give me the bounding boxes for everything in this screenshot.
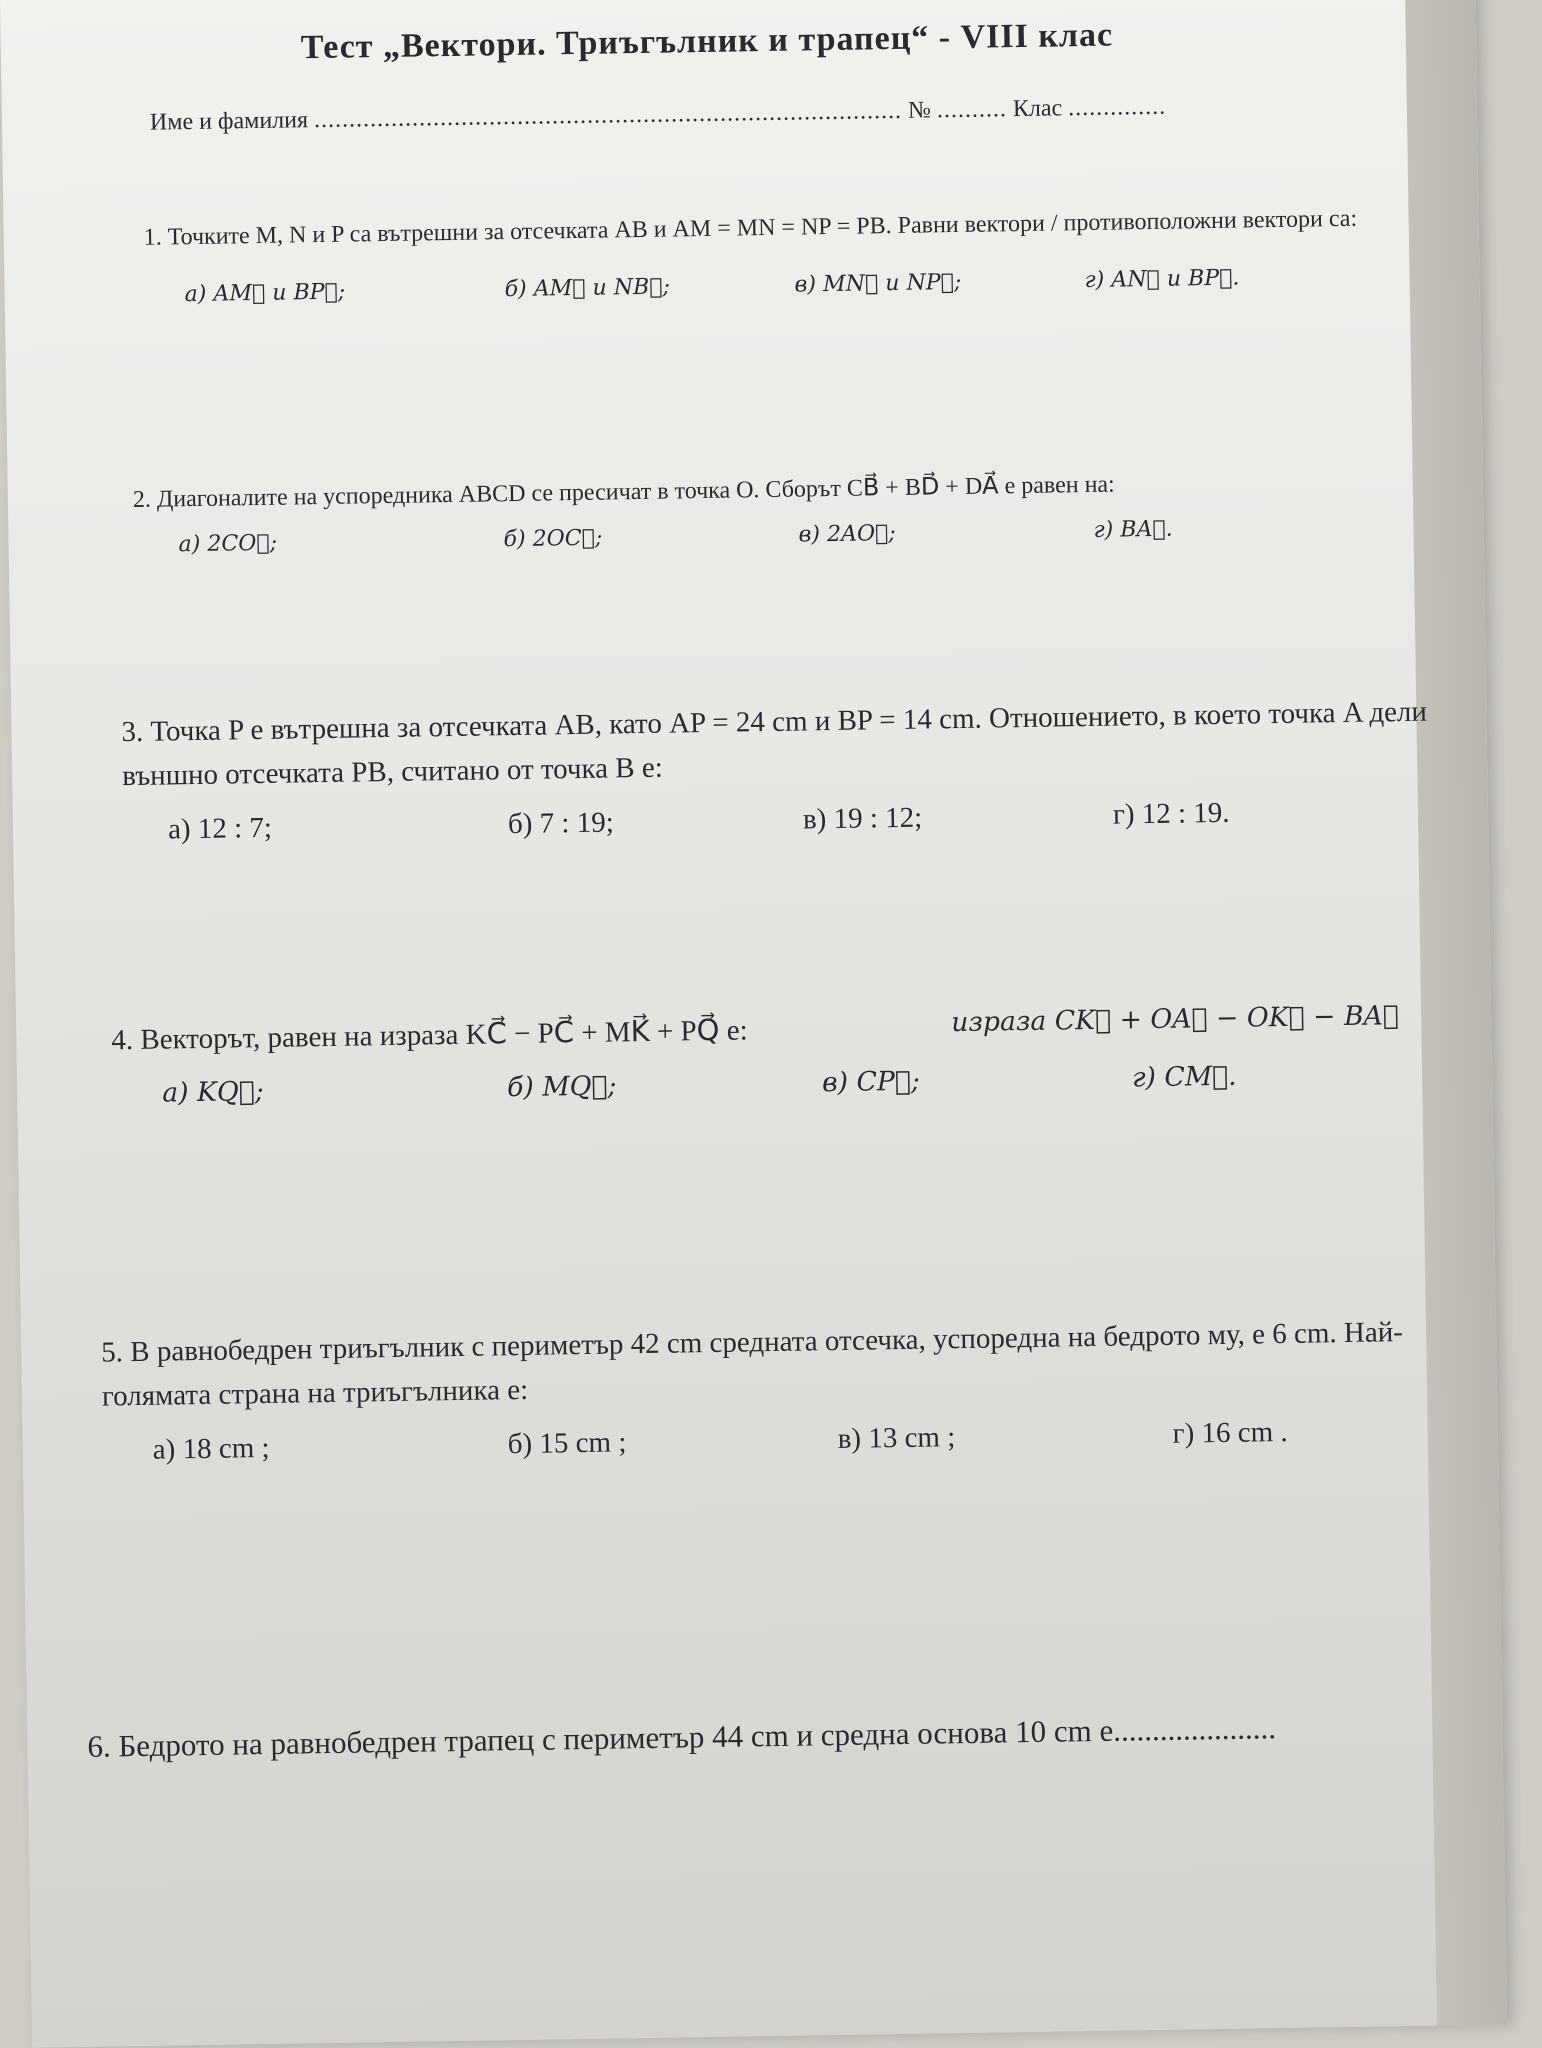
question-6-text[interactable]: 6. Бедрото на равнобедрен трапец с периметър 44 cm и средна основа 10 cm е..................... (87, 1710, 1277, 1764)
question-6 (87, 1707, 1497, 1765)
question-3 (121, 689, 1443, 848)
question-5-option-a[interactable]: а) 18 cm ; (152, 1431, 270, 1466)
question-4-option-a[interactable]: а) KQ⃗; (161, 1075, 264, 1109)
question-3-option-a[interactable]: а) 12 : 7; (167, 811, 273, 846)
page-title: Тест „Вектори. Триъгълник и трапец“ - VIII клас (300, 16, 1114, 67)
question-3-option-c[interactable]: в) 19 : 12; (802, 801, 923, 836)
question-2-option-c[interactable]: в) 2AO⃗; (798, 520, 896, 548)
class-label: Клас (1012, 95, 1063, 123)
question-3-option-b[interactable]: б) 7 : 19; (507, 806, 615, 841)
question-5-option-c[interactable]: в) 13 cm ; (837, 1421, 956, 1456)
question-2-options (133, 508, 1423, 568)
question-1-option-a[interactable]: а) AM⃗ и BP⃗; (184, 279, 346, 308)
question-4-option-c[interactable]: в) CP⃗; (821, 1065, 921, 1099)
question-5-option-b[interactable]: б) 15 cm ; (507, 1426, 627, 1461)
question-2-text: 2. Диагоналите на успоредника ABCD се пресичат в точка O. Сборът CB⃗ + BD⃗ + DA⃗ е равен на: (132, 471, 1115, 513)
question-1-text: 1. Точките M, N и P са вътрешни за отсечката AB и AM = MN = NP = PB. Равни вектори / противоположни вектори са: (143, 205, 1358, 251)
question-4 (111, 997, 1452, 1112)
question-4-options (112, 1051, 1452, 1112)
student-info-line (150, 94, 1167, 137)
question-1-option-d[interactable]: г) AN⃗ и BP⃗. (1084, 265, 1240, 293)
question-4-option-b[interactable]: б) MQ⃗; (506, 1070, 617, 1104)
name-label: Име и фамилия (149, 107, 309, 136)
question-4-aside-expression: израза CK⃗ + OA⃗ − OK⃗ − BA⃗ (950, 1000, 1400, 1039)
question-2-option-a[interactable]: а) 2CO⃗; (178, 530, 278, 558)
question-5-text: 5. В равнобедрен триъгълник с периметър 42 cm средната отсечка, успоредна на бедрото му, е 6 cm. Най-голямата страна на триъгълника е: (101, 1316, 1404, 1413)
question-3-options (123, 787, 1443, 848)
question-5 (101, 1309, 1483, 1469)
question-4-option-d[interactable]: г) CM⃗. (1131, 1060, 1237, 1094)
question-2-option-b[interactable]: б) 2OC⃗; (503, 525, 603, 553)
number-field[interactable]: .......... (936, 96, 1008, 124)
name-field[interactable]: .................................................................................... (313, 97, 903, 134)
class-field[interactable]: .............. (1067, 93, 1167, 122)
question-1-option-b[interactable]: б) AM⃗ и NB⃗; (504, 274, 671, 303)
number-label: № (907, 97, 932, 124)
question-1-option-c[interactable]: в) MN⃗ и NP⃗; (794, 269, 962, 298)
question-5-option-d[interactable]: г) 16 cm . (1172, 1415, 1288, 1450)
question-2 (133, 462, 1424, 568)
question-5-options (102, 1407, 1482, 1469)
question-1 (143, 200, 1374, 317)
question-4-text: 4. Векторът, равен на израза KC⃗ − PC⃗ + MK⃗ + PQ⃗ е: (111, 1014, 748, 1057)
question-2-option-d[interactable]: г) BA⃗. (1093, 516, 1173, 543)
question-1-options (144, 258, 1374, 317)
question-3-option-d[interactable]: г) 12 : 19. (1112, 796, 1230, 831)
question-3-text: 3. Точка P е вътрешна за отсечката AB, като AP = 24 cm и BP = 14 cm. Отношението, в което точка A дели външно отсечката PB, считано от точка B е: (121, 695, 1428, 793)
